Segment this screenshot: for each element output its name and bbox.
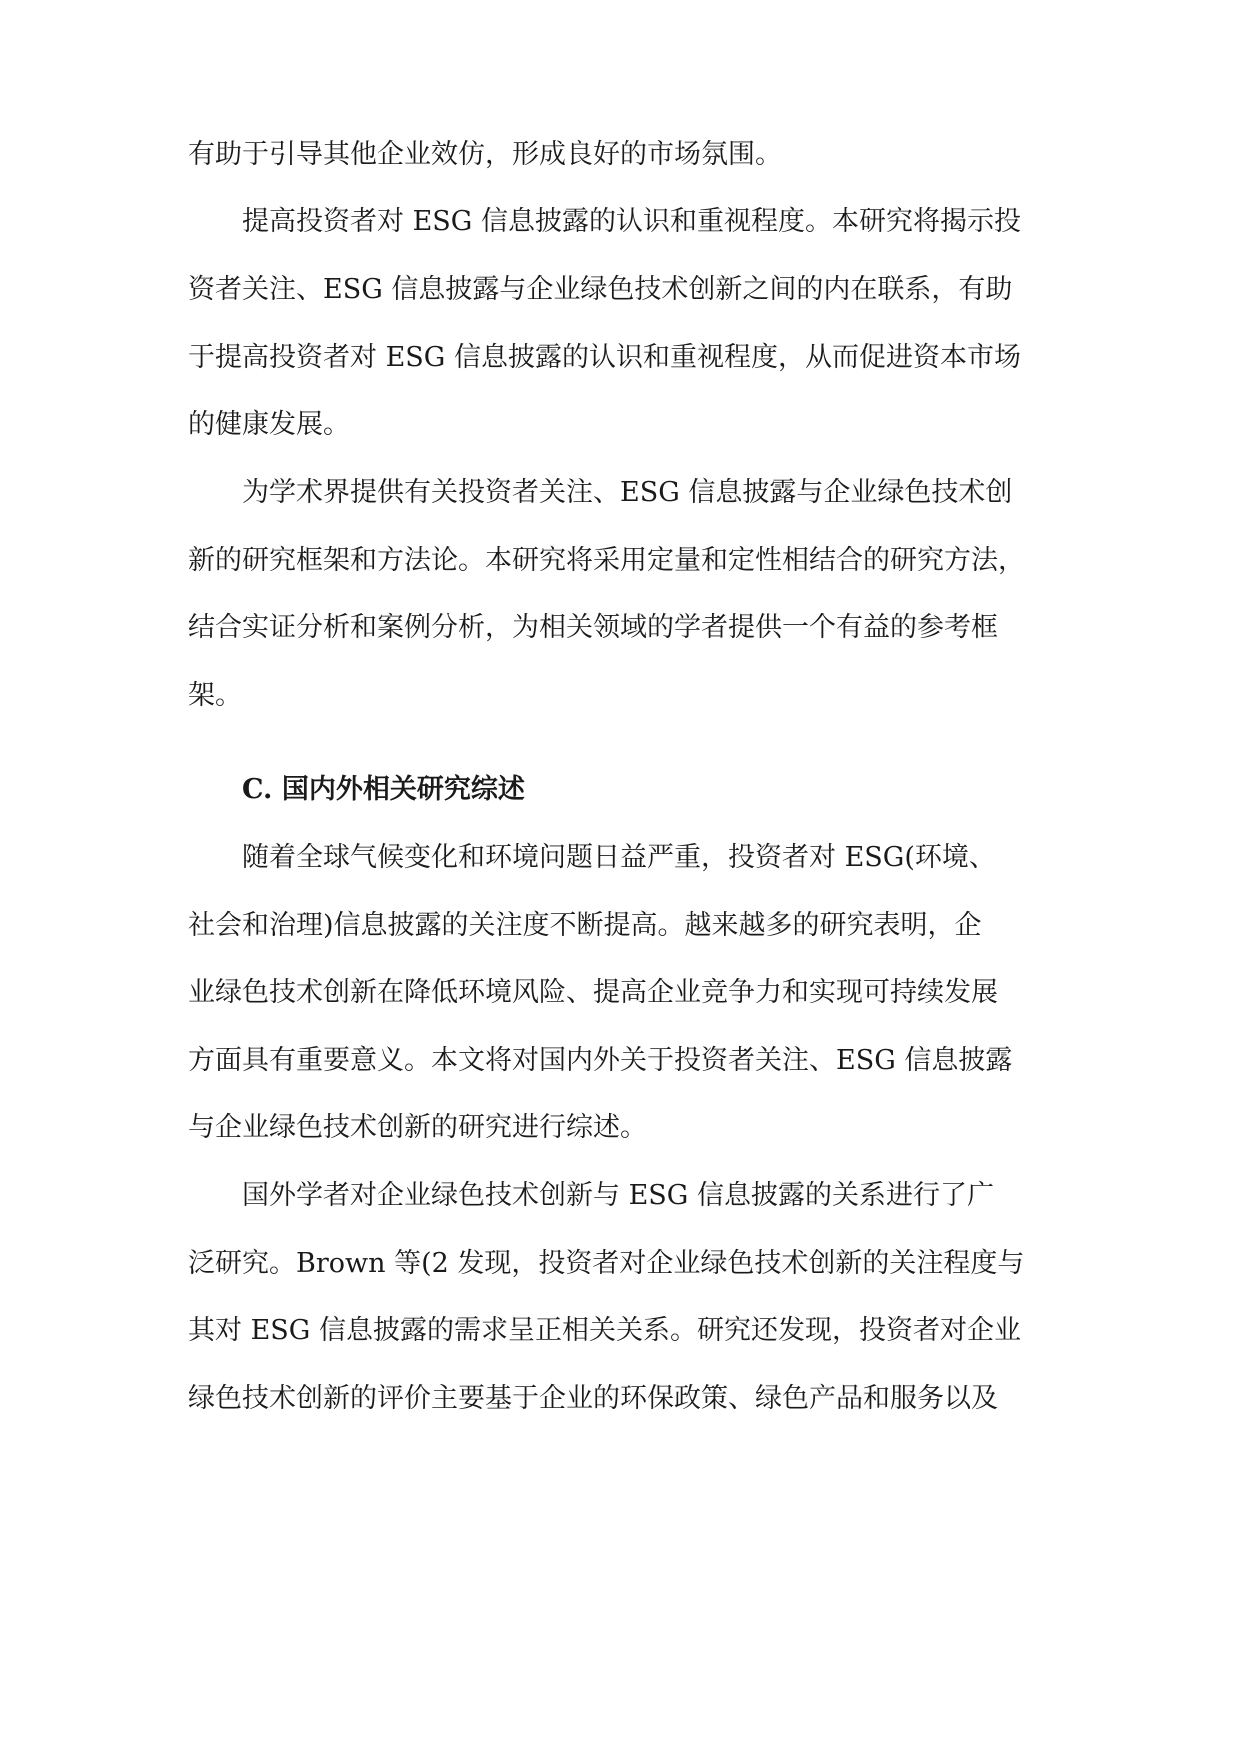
text-line: 业绿色技术创新在降低环境风险、提高企业竞争力和实现可持续发展 <box>188 977 998 1008</box>
text-line: 架。 <box>188 680 242 711</box>
text-line: 绿色技术创新的评价主要基于企业的环保政策、绿色产品和服务以及 <box>188 1383 998 1414</box>
text-line: 社会和治理)信息披露的关注度不断提高。越来越多的研究表明，企 <box>188 910 982 941</box>
text-line: 资者关注、ESG 信息披露与企业绿色技术创新之间的内在联系，有助 <box>188 274 1013 305</box>
text-line: 为学术界提供有关投资者关注、ESG 信息披露与企业绿色技术创 <box>188 477 1013 508</box>
text-line: 新的研究框架和方法论。本研究将采用定量和定性相结合的研究方法， <box>188 545 1025 576</box>
text-line: 随着全球气候变化和环境问题日益严重，投资者对 ESG(环境、 <box>188 842 996 873</box>
text-line: 结合实证分析和案例分析，为相关领域的学者提供一个有益的参考框 <box>188 612 998 643</box>
text-line: 国外学者对企业绿色技术创新与 ESG 信息披露的关系进行了广 <box>188 1180 994 1211</box>
text-line: 的健康发展。 <box>188 409 350 440</box>
section-heading: C. 国内外相关研究综述 <box>188 774 525 805</box>
text-line: 其对 ESG 信息披露的需求呈正相关关系。研究还发现，投资者对企业 <box>188 1315 1021 1346</box>
text-line: 有助于引导其他企业效仿，形成良好的市场氛围。 <box>188 139 782 170</box>
text-line: 于提高投资者对 ESG 信息披露的认识和重视程度，从而促进资本市场 <box>188 342 1021 373</box>
text-line: 与企业绿色技术创新的研究进行综述。 <box>188 1112 647 1143</box>
text-line: 泛研究。Brown 等(2 发现，投资者对企业绿色技术创新的关注程度与 <box>188 1248 1025 1279</box>
text-line: 方面具有重要意义。本文将对国内外关于投资者关注、ESG 信息披露 <box>188 1045 1013 1076</box>
text-line: 提高投资者对 ESG 信息披露的认识和重视程度。本研究将揭示投 <box>188 206 1021 237</box>
